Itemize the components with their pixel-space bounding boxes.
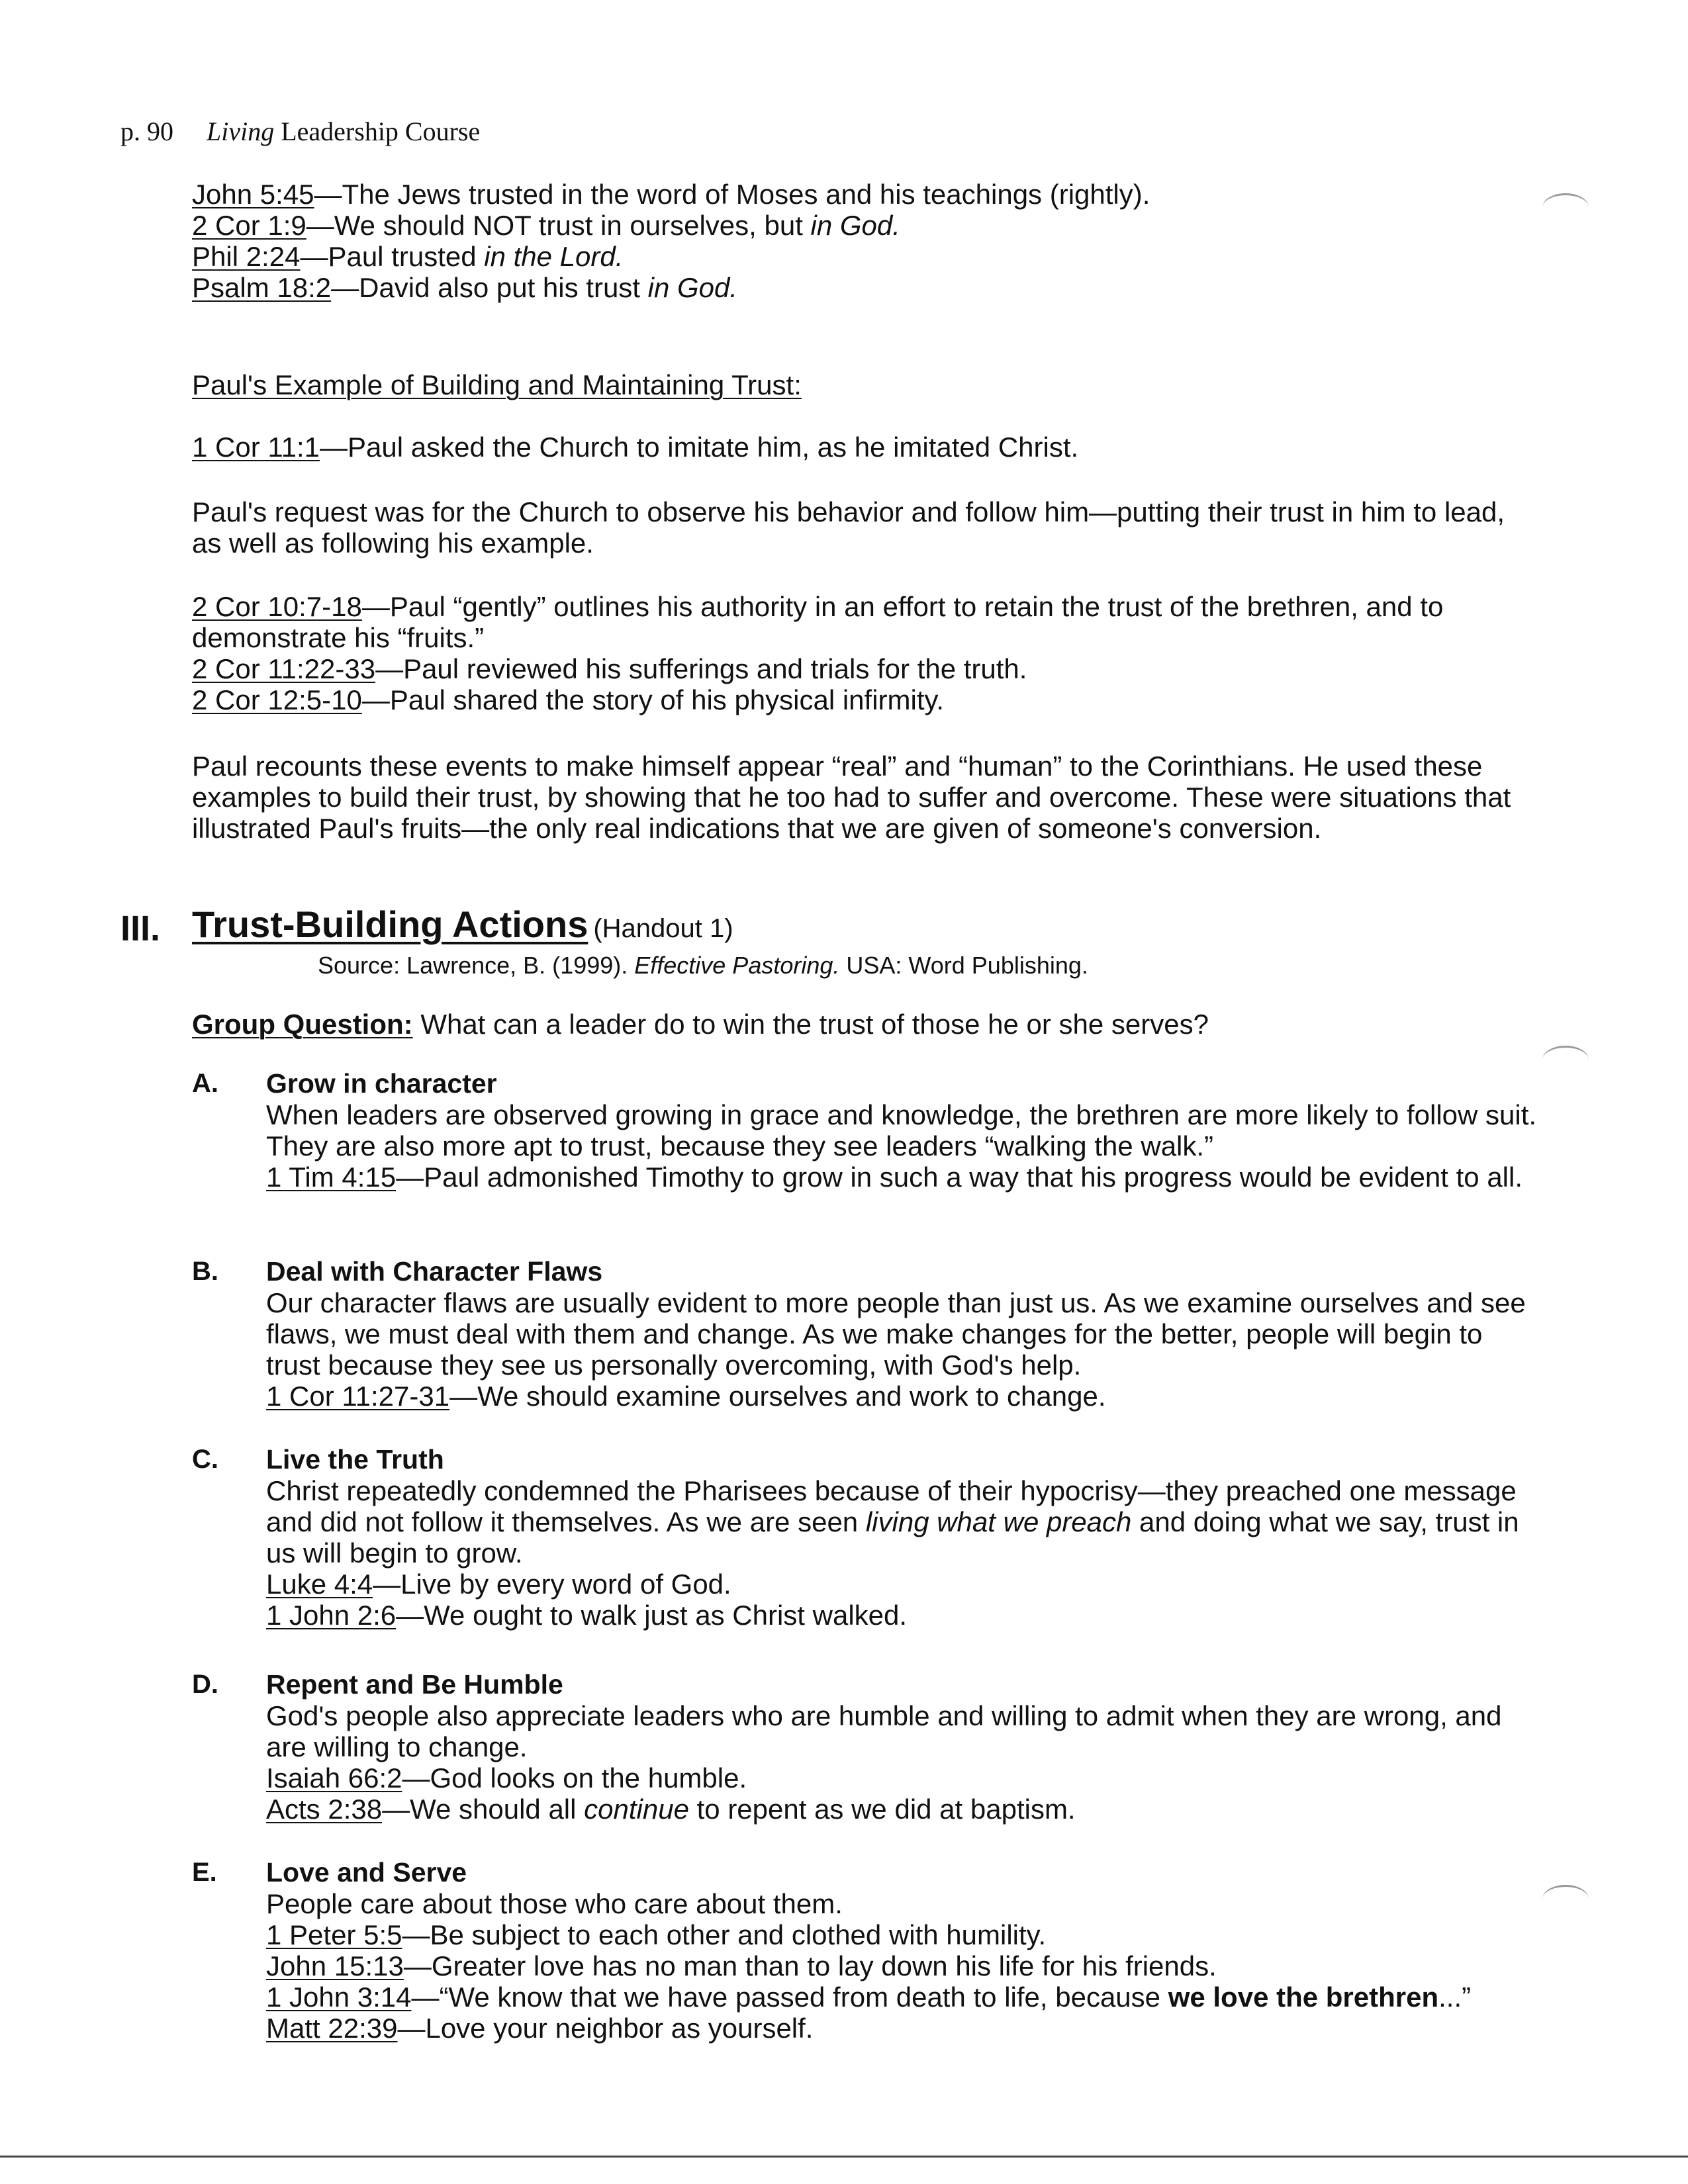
binder-hole-mark <box>1542 1885 1589 1913</box>
scripture-note: ...” <box>1438 1981 1472 2013</box>
scripture-ref: 1 John 2:6 <box>266 1600 397 1631</box>
scripture-note: in God. <box>810 210 900 241</box>
body-fragment: When leaders are observed growing in grace and knowledge, the brethren are more likely to follow suit. They are also more apt to trust, because they see leaders “walking the walk.” <box>266 1099 1537 1161</box>
scripture-line <box>266 1919 1542 1950</box>
scripture-note: —Paul trusted <box>300 241 485 272</box>
scripture-note: in the Lord. <box>484 241 624 272</box>
trust-action-item <box>192 1669 1542 1825</box>
scripture-ref: Luke 4:4 <box>266 1569 373 1600</box>
cor11-reference <box>192 432 1529 463</box>
scripture-ref: Acts 2:38 <box>266 1794 383 1825</box>
item-letter: D. <box>192 1670 218 1699</box>
section-number: III. <box>120 909 161 948</box>
binder-hole-mark <box>1542 193 1589 222</box>
scripture-line <box>266 1950 1542 1981</box>
scripture-ref: John 15:13 <box>266 1950 404 1981</box>
scripture-line <box>266 1161 1542 1193</box>
scripture-note: —We should NOT trust in ourselves, but <box>306 210 811 241</box>
scripture-ref: 1 Peter 5:5 <box>266 1919 402 1950</box>
paul-example-heading-text: Paul's Example of Building and Maintaining Trust: <box>192 369 802 400</box>
item-letter: E. <box>192 1858 217 1887</box>
scripture-note: —We ought to walk just as Christ walked. <box>396 1600 908 1631</box>
bottom-rule <box>0 2156 1688 2158</box>
scripture-line <box>192 684 1529 715</box>
corinthians-references <box>192 591 1529 715</box>
item-body <box>266 1888 1542 1919</box>
scripture-note: —Live by every word of God. <box>373 1569 731 1600</box>
item-body <box>266 1099 1542 1161</box>
scripture-note: in God. <box>647 272 738 303</box>
scripture-note: —Paul asked the Church to imitate him, as he imitated Christ. <box>320 432 1079 463</box>
body-fragment: living what we preach <box>865 1506 1132 1537</box>
scripture-ref: 2 Cor 12:5-10 <box>192 684 362 715</box>
scripture-note: —Paul reviewed his sufferings and trials for the truth. <box>375 653 1027 684</box>
scripture-line <box>266 1381 1542 1412</box>
scripture-note: —Be subject to each other and clothed with humility. <box>402 1919 1047 1950</box>
source-citation <box>318 952 1088 979</box>
scripture-ref: John 5:45 <box>192 179 314 210</box>
body-fragment: People care about those who care about them. <box>266 1888 843 1919</box>
item-letter: A. <box>192 1069 218 1098</box>
scripture-ref: Isaiah 66:2 <box>266 1762 402 1794</box>
trust-action-item <box>192 1444 1542 1631</box>
group-question-label: Group Question: <box>192 1009 413 1040</box>
intro-references <box>192 179 1529 303</box>
scripture-line <box>192 179 1529 210</box>
item-content <box>266 1669 1542 1825</box>
paragraph-text: Paul recounts these events to make himself appear “real” and “human” to the Corinthians. He used these examples to build their trust, by showing that he too had to suffer and overcome. These were situations that illustrated Paul's fruits—the only real indications that we are given of someone's conversion. <box>192 751 1511 844</box>
item-body <box>266 1287 1542 1381</box>
source-book-title: Effective Pastoring. <box>634 952 840 979</box>
scripture-line <box>192 241 1529 272</box>
scripture-note: —God looks on the humble. <box>402 1762 747 1794</box>
scripture-note: to repent as we did at baptism. <box>688 1794 1076 1825</box>
item-body <box>266 1475 1542 1569</box>
item-title: Love and Serve <box>266 1857 467 1888</box>
scripture-line <box>266 1981 1542 2013</box>
scripture-line <box>266 1794 1542 1825</box>
trust-action-item <box>192 1068 1542 1193</box>
source-prefix: Source: Lawrence, B. (1999). <box>318 952 635 979</box>
scripture-note: —Paul “gently” outlines his authority in an effort to retain the trust of the brethren, and to demonstrate his “fruits.” <box>192 591 1444 653</box>
body-fragment: God's people also appreciate leaders who are humble and willing to admit when they are wrong, and are willing to change. <box>266 1700 1502 1762</box>
body-fragment: Our character flaws are usually evident to more people than just us. As we examine ourselves and see flaws, we must deal with them and change. As we make changes for the better, people will begin to trust because they see us personally overcoming, with God's help. <box>266 1287 1526 1381</box>
group-question-text: What can a leader do to win the trust of those he or she serves? <box>412 1009 1209 1040</box>
group-question <box>192 1009 1529 1040</box>
scripture-line <box>266 2013 1542 2044</box>
source-suffix: USA: Word Publishing. <box>839 952 1088 979</box>
scripture-note: —Love your neighbor as yourself. <box>397 2013 814 2044</box>
scripture-note: —We should examine ourselves and work to change. <box>449 1381 1106 1412</box>
item-letter: C. <box>192 1445 218 1474</box>
body-fragment: and doing what we say, trust in us will begin to grow. <box>266 1506 1519 1569</box>
section-heading: Trust-Building Actions <box>192 903 588 945</box>
scripture-note: —We should all <box>382 1794 585 1825</box>
item-title: Deal with Character Flaws <box>266 1256 603 1287</box>
scripture-line <box>192 653 1529 684</box>
course-title-italic: Living <box>207 116 275 146</box>
scripture-line <box>266 1569 1542 1600</box>
scripture-ref: Matt 22:39 <box>266 2013 398 2044</box>
item-title: Live the Truth <box>266 1444 444 1475</box>
trust-action-item <box>192 1857 1542 2044</box>
scripture-note: —David also put his trust <box>331 272 648 303</box>
item-content <box>266 1256 1542 1412</box>
scripture-ref: 1 Cor 11:1 <box>192 432 320 463</box>
item-title: Repent and Be Humble <box>266 1669 563 1700</box>
body-fragment: Christ repeatedly condemned the Pharisees because of their hypocrisy—they preached one message and did not follow it themselves. As we are seen <box>266 1475 1517 1537</box>
scripture-ref: 1 Tim 4:15 <box>266 1161 397 1193</box>
scripture-ref: 2 Cor 10:7-18 <box>192 591 362 622</box>
scripture-ref: Phil 2:24 <box>192 241 301 272</box>
paul-example-heading <box>192 369 1529 400</box>
item-title: Grow in character <box>266 1068 497 1099</box>
section-subtitle: (Handout 1) <box>593 914 733 943</box>
scripture-line <box>192 272 1529 303</box>
paul-request-paragraph <box>192 496 1529 559</box>
page-header <box>120 116 480 147</box>
item-body <box>266 1700 1542 1762</box>
scripture-ref: 1 Cor 11:27-31 <box>266 1381 450 1412</box>
binder-hole-mark <box>1542 1046 1589 1074</box>
scripture-note: continue <box>584 1794 689 1825</box>
section-title <box>192 903 733 946</box>
item-content <box>266 1444 1542 1631</box>
scripture-line <box>192 210 1529 241</box>
scripture-ref: 1 John 3:14 <box>266 1981 412 2013</box>
page-number: p. 90 <box>120 116 173 146</box>
paul-recount-paragraph <box>192 751 1529 844</box>
scripture-line <box>192 591 1529 653</box>
paragraph-text: Paul's request was for the Church to observe his behavior and follow him—putting their trust in him to lead, as well as following his example. <box>192 496 1505 559</box>
scripture-line <box>266 1600 1542 1631</box>
scripture-note: —“We know that we have passed from death to life, because <box>411 1981 1168 2013</box>
scripture-note: —Paul admonished Timothy to grow in such a way that his progress would be evident to all. <box>396 1161 1523 1193</box>
item-content <box>266 1068 1542 1193</box>
scripture-ref: 2 Cor 1:9 <box>192 210 306 241</box>
trust-action-item <box>192 1256 1542 1412</box>
scripture-line <box>266 1762 1542 1794</box>
scripture-ref: Psalm 18:2 <box>192 272 332 303</box>
scripture-note: —Paul shared the story of his physical infirmity. <box>361 684 945 715</box>
item-content <box>266 1857 1542 2044</box>
item-letter: B. <box>192 1257 218 1286</box>
scripture-note: we love the brethren <box>1168 1981 1439 2013</box>
scripture-note: —The Jews trusted in the word of Moses and his teachings (rightly). <box>314 179 1150 210</box>
scripture-ref: 2 Cor 11:22-33 <box>192 653 376 684</box>
scripture-note: —Greater love has no man than to lay down his life for his friends. <box>403 1950 1217 1981</box>
course-title: Leadership Course <box>274 116 481 146</box>
